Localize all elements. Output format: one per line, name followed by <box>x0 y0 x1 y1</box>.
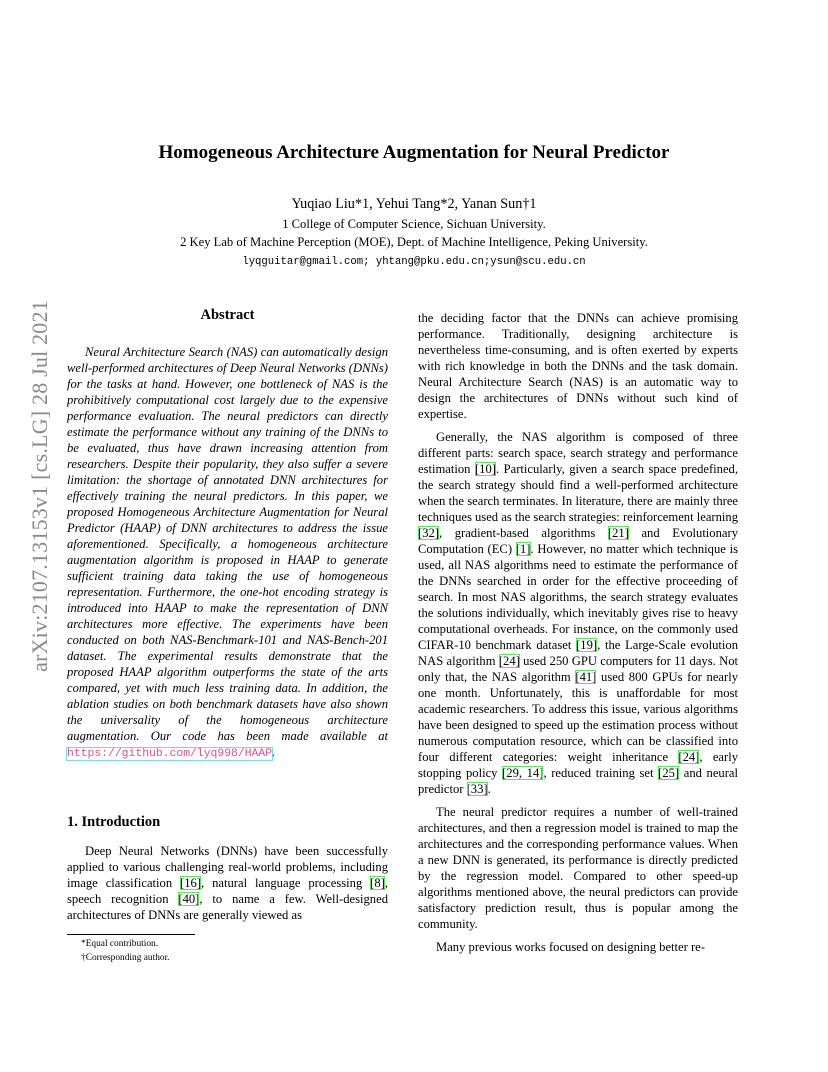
text-segment: , natural language processing <box>201 876 371 890</box>
citation-link[interactable]: [29, 14] <box>502 766 544 780</box>
citation-link[interactable]: [33] <box>466 782 488 796</box>
introduction-heading: 1. Introduction <box>67 814 161 830</box>
text-segment: . However, no matter which technique is used, all NAS algorithms need to estimate the performance of the DNNs searched in order for the effective proceeding of search. In most NAS algorithms, the search strategy evaluates the solutions individually, which inevitably gives rise to heavy computational overheads. For instance, on the commonly used CIFAR-10 benchmark dataset <box>418 542 739 652</box>
footnote-rule <box>67 934 195 935</box>
author-emails: lyqguitar@gmail.com; yhtang@pku.edu.cn;ysun@scu.edu.cn <box>242 256 586 268</box>
text-segment: Deep Neural Networks (DNNs) have been successfully applied to various challenging real-world problems, including image classification <box>67 844 388 890</box>
citation-link[interactable]: [41] <box>575 670 597 684</box>
abstract-text: Neural Architecture Search (NAS) can automatically design well-performed architectures of Deep Neural Networks (DNNs) for the tasks at hand. However, one bottleneck of NAS is the prohibitively computational cost largely due to the expensive performance evaluation. The neural predictors can directly estimate the performance without any training of the DNNs to be evaluated, thus have drawn increasing attention from researchers. Despite their popularity, they also suffer a severe limitation: the shortage of annotated DNN architectures for effectively training the neural predictors. In this paper, we proposed Homogeneous Architecture Augmentation for Neural Predictor (HAAP) of DNN architectures to address the issue aforementioned. Specifically, a homogeneous architecture augmentation algorithm is proposed in HAAP to generate sufficient training data taking the use of homogeneous representation. Furthermore, the one-hot encoding strategy is introduced into HAAP to make the representation of DNN architectures more effective. The experiments have been conducted on both NAS-Benchmark-101 and NAS-Bench-201 dataset. The experimental results demonstrate that the proposed HAAP algorithm outperforms the state of the arts compared, yet with much less training data. In addition, the ablation studies on both benchmark datasets have also shown the universality of the homogeneous architecture augmentation. Our code has been made available at <box>67 345 388 743</box>
text-segment: . <box>487 782 491 796</box>
text-segment: , the Large-Scale evolution NAS algorithm <box>418 638 738 668</box>
text-segment: , to name a few. Well-designed architectures of DNNs are generally viewed as <box>67 892 388 922</box>
abstract-end: . <box>272 745 276 759</box>
citation-link[interactable]: [10] <box>474 462 496 476</box>
citation-link[interactable]: [24] <box>498 654 520 668</box>
arxiv-identifier-text: arXiv:2107.13153v1 [cs.LG] 28 Jul 2021 <box>27 300 53 672</box>
citation-link[interactable]: [21] <box>607 526 629 540</box>
author-list: Yuqiao Liu*1, Yehui Tang*2, Yanan Sun†1 <box>291 196 537 212</box>
citation-link[interactable]: [25] <box>658 766 680 780</box>
code-link[interactable]: https://github.com/lyq998/HAAP <box>67 748 273 760</box>
paragraph-continued: the deciding factor that the DNNs can achieve promising performance. Traditionally, designing architecture is nevertheless time-consuming, and is often exerted by experts with rich knowledge in both the DNNs and the task domain. Neural Architecture Search (NAS) is an automatic way to design the architectures of DNNs without such kind of expertise. <box>418 311 738 421</box>
text-segment: , early stopping policy <box>418 750 738 780</box>
footnote-equal-contribution: *Equal contribution. <box>81 939 159 949</box>
paragraph-previous-works: Many previous works focused on designing better re- <box>436 940 705 954</box>
text-segment: Generally, the NAS algorithm is composed of three different parts: search space, search strategy and performance estimation <box>418 430 738 476</box>
paragraph-neural-predictor: The neural predictor requires a number of well-trained architectures, and then a regression model is trained to map the architectures and the corresponding performance values. When a new DNN is generated, its performance is directly predicted by the regression model. Compared to other speed-up algorithms mentioned above, the neural predictors can provide satisfactory prediction result, thus is popular among the community. <box>418 805 738 931</box>
text-segment: . Particularly, given a search space predefined, the search strategy should find a well-performed architecture when the search terminates. In literature, there are mainly three techniques used as the search strategies: reinforcement learning <box>418 462 738 524</box>
citation-link[interactable]: [1] <box>515 542 531 556</box>
text-segment: , gradient-based algorithms <box>438 526 608 540</box>
citation-link[interactable]: [19] <box>576 638 598 652</box>
text-segment: , speech recognition <box>67 876 388 906</box>
citation-link[interactable]: [32] <box>418 526 439 540</box>
paragraph-nas-algorithms <box>418 429 738 797</box>
citation-link[interactable]: [8] <box>370 876 385 890</box>
citation-link[interactable]: [40] <box>178 892 200 906</box>
introduction-paragraph <box>67 843 388 923</box>
text-segment: used 800 GPUs for nearly one month. Unfortunately, this is unaffordable for most academic researchers. To address this issue, various algorithms have been designed to speed up the estimation process without numerous computation resource, which can be classified into four different categories: weight inheritance <box>418 670 738 764</box>
affiliation-1: 1 College of Computer Science, Sichuan University. <box>282 217 546 231</box>
abstract-heading: Abstract <box>200 307 255 323</box>
paper-title: Homogeneous Architecture Augmentation for Neural Predictor <box>158 142 670 163</box>
text-segment: used 250 GPU computers for 11 days. Not only that, the NAS algorithm <box>418 654 738 684</box>
arxiv-identifier <box>20 296 60 676</box>
footnote-corresponding-author: †Corresponding author. <box>81 953 170 963</box>
text-segment: and neural predictor <box>418 766 739 796</box>
abstract-body <box>67 344 388 762</box>
text-segment: , reduced training set <box>543 766 659 780</box>
citation-link[interactable]: [16] <box>180 876 202 890</box>
citation-link[interactable]: [24] <box>678 750 700 764</box>
affiliation-2: 2 Key Lab of Machine Perception (MOE), Dept. of Machine Intelligence, Peking University. <box>180 235 648 249</box>
text-segment: and Evolutionary Computation (EC) <box>418 526 738 556</box>
right-column <box>418 310 738 955</box>
